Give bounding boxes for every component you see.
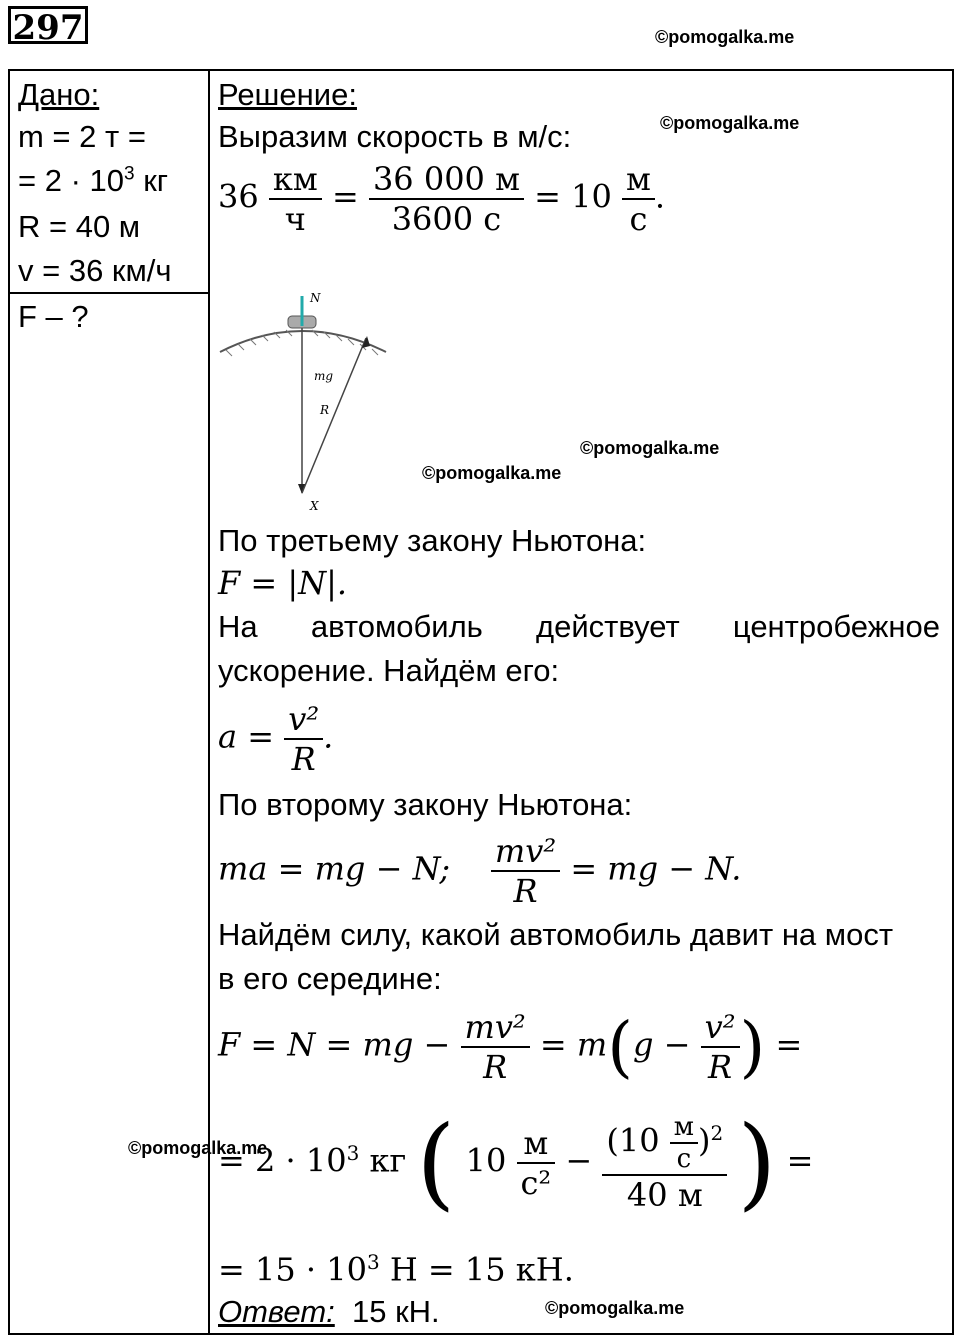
label-n: N <box>310 291 321 305</box>
label-r: R <box>320 403 330 417</box>
speed-conversion-equation: 36 $\frac{км}{ч}$ = $\frac{36 000 м}{3600 с}$ = 10 $\frac{м}{с}$ . <box>218 160 666 238</box>
find-force-text-line1: Найдём силу, какой автомобиль давит на мост <box>218 917 894 952</box>
label-x: X <box>310 499 319 513</box>
label-mg: mg <box>314 369 334 383</box>
watermark: ©pomogalka.me <box>128 1138 268 1158</box>
speed-intro: Выразим скорость в м/с: <box>218 119 572 154</box>
find-force-text-line2: в его середине: <box>218 961 442 996</box>
answer-label: Ответ: <box>218 1294 335 1329</box>
given-radius: R = 40 м <box>18 209 141 244</box>
newton-second-law-equation: ma = mg − N; $\frac{\text{mv²}}{R}$ = mg − N. <box>218 832 742 910</box>
centrifugal-text-line2: ускорение. Найдём его: <box>218 653 560 688</box>
given-speed: v = 36 км/ч <box>18 253 172 288</box>
newton-second-law: По второму закону Ньютона: <box>218 787 633 822</box>
solution-title: Решение: <box>218 77 357 112</box>
watermark: ©pomogalka.me <box>545 1298 685 1318</box>
radius-line <box>302 338 366 493</box>
given-mass: m = 2 т = <box>18 119 146 154</box>
force-equals-normal-equation: F = |N|. <box>218 564 348 602</box>
centrifugal-text-line1: На автомобиль действует центробежное <box>218 609 940 644</box>
newton-third-law: По третьему закону Ньютона: <box>218 523 647 558</box>
given-mass-kg: = $2 \cdot 10^3$ кг <box>18 163 169 198</box>
watermark: ©pomogalka.me <box>580 438 720 458</box>
problem-number: 297 <box>8 6 88 44</box>
find-force: F – ? <box>18 299 89 334</box>
result-equation: = $15 \cdot 10^3$ Н = 15 кН. <box>218 1250 574 1289</box>
numeric-substitution-equation: = $2 \cdot 10^3$ кг ( 10 $\frac{м}{\text{с²}}$ − (10 $\frac{м}{с}$ )$^2$ 40 м ) = <box>218 1104 814 1221</box>
bridge-diagram <box>216 288 391 516</box>
answer-value: 15 кН. <box>352 1294 440 1329</box>
given-find-divider <box>8 292 209 294</box>
force-formula-equation: F = N = mg − $\frac{\text{mv²}}{R}$ = m(g − $\frac{\text{v²}}{R}$ ) = <box>218 1008 803 1086</box>
watermark: ©pomogalka.me <box>655 27 795 47</box>
answer <box>218 1293 440 1330</box>
watermark: ©pomogalka.me <box>660 113 800 133</box>
acceleration-equation: a = $\frac{\text{v²}}{R}$ . <box>218 700 334 778</box>
given-title: Дано: <box>18 77 100 112</box>
watermark: ©pomogalka.me <box>422 463 562 483</box>
